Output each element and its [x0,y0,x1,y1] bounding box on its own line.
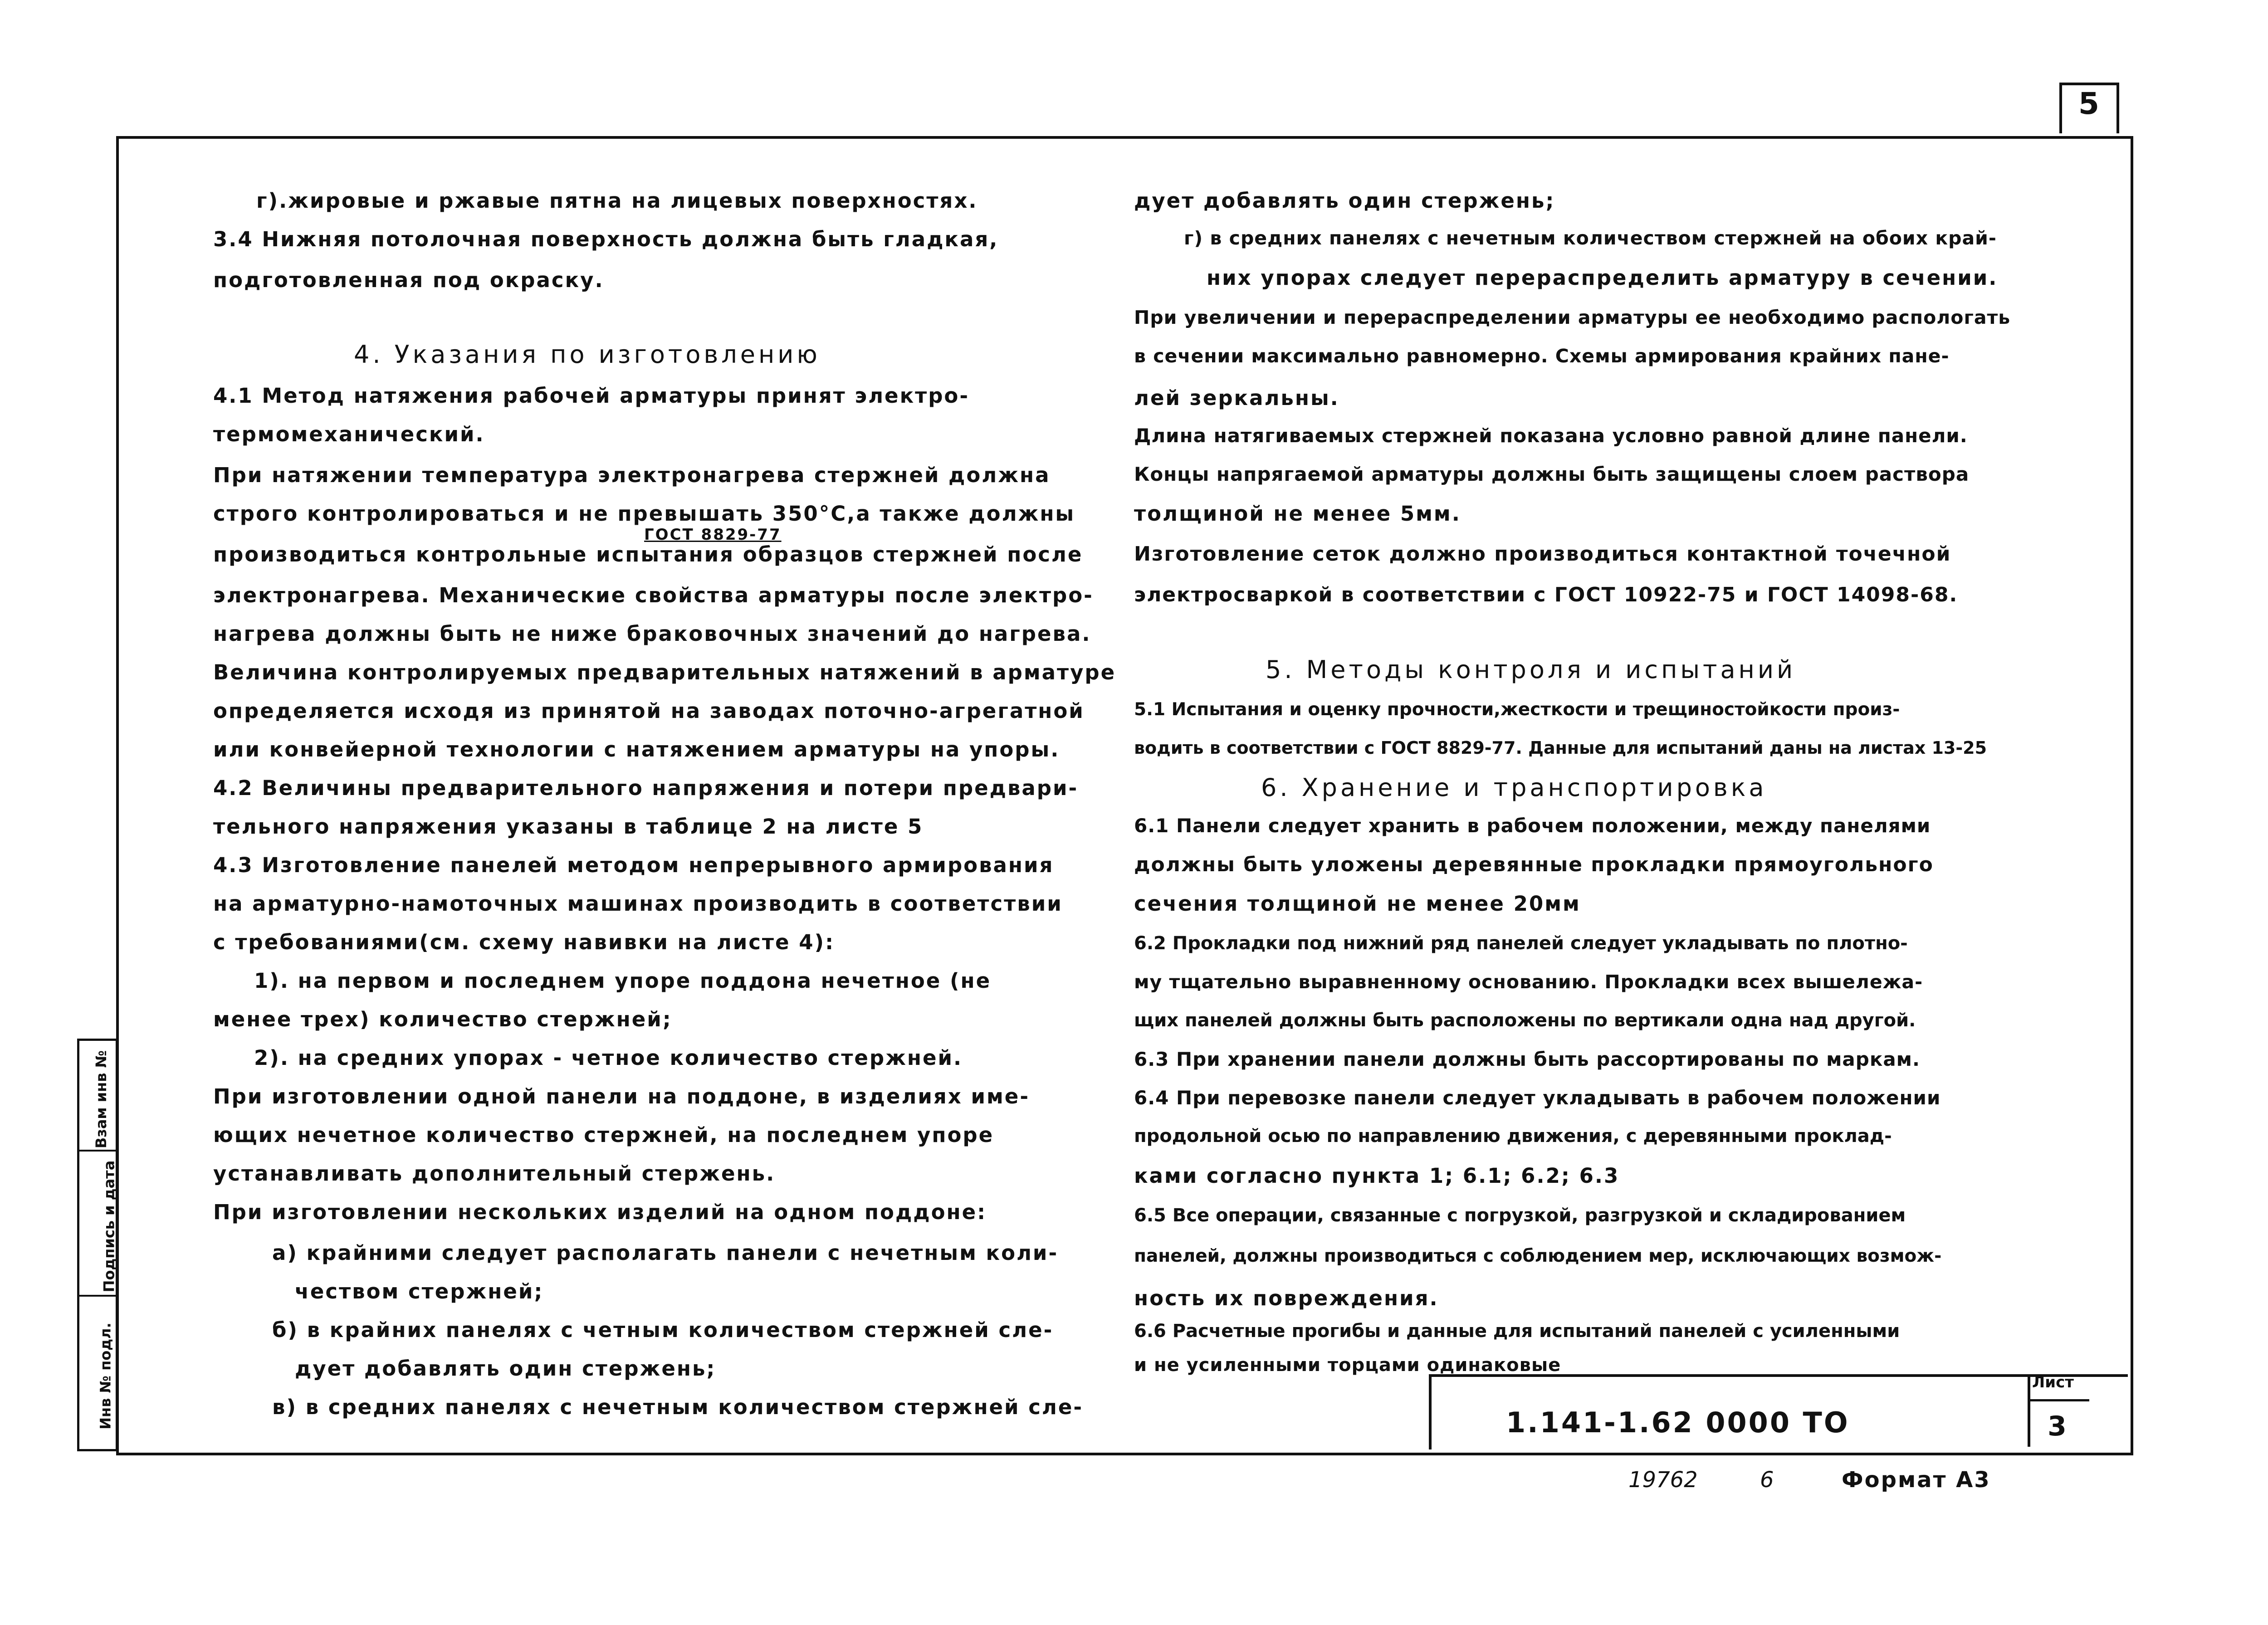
section-heading: 6. Хранение и транспортировка [1261,773,1767,802]
text-line: ность их повреждения. [1134,1286,1439,1310]
text-line: строго контролироваться и не превышать 350°С,а также должны [213,502,1075,526]
side-stamp [77,1039,118,1451]
side-stamp-label: Инв № подл. [97,1322,114,1430]
text-line: и не усиленными торцами одинаковые [1134,1355,1561,1376]
text-line: чеством стержней; [295,1279,544,1303]
text-line: При изготовлении одной панели на поддоне, в изделиях име- [213,1084,1030,1108]
text-line: Длина натягиваемых стержней показана условно равной длине панели. [1134,425,1968,447]
text-line: При увеличении и перераспределении арматуры ее необходимо распологать [1134,307,2011,328]
page-number: 5 [2078,86,2099,121]
text-line: в) в средних панелях с нечетным количеством стержней сле- [272,1395,1084,1419]
text-line: устанавливать дополнительный стержень. [213,1161,776,1186]
text-line: продольной осью по направлению движения, с деревянными проклад- [1134,1126,1892,1147]
text-line: менее трех) количество стержней; [213,1007,672,1031]
side-stamp-divider [79,1150,116,1152]
text-line: электросваркой в соответствии с ГОСТ 10922-75 и ГОСТ 14098-68. [1134,583,1958,606]
text-line: ющих нечетное количество стержней, на последнем упоре [213,1123,994,1147]
text-line: лей зеркальны. [1134,386,1339,410]
text-line: в сечении максимально равномерно. Схемы армирования крайних пане- [1134,345,1950,367]
text-line: 2). на средних упорах - четное количество стержней. [254,1046,963,1070]
side-stamp-label: Подпись и дата [100,1160,118,1293]
text-line: производиться контрольные испытания образцов стержней после [213,542,1083,566]
text-line: нагрева должны быть не ниже браковочных значений до нагрева. [213,622,1091,646]
sheet-number: 3 [2048,1410,2067,1442]
text-line: 6.2 Прокладки под нижний ряд панелей следует укладывать по плотно- [1134,933,1908,954]
text-line: дует добавлять один стержень; [1134,189,1555,213]
text-line: 6.3 При хранении панели должны быть рассортированы по маркам. [1134,1048,1920,1070]
text-line: сечения толщиной не менее 20мм [1134,892,1581,916]
text-line: б) в крайних панелях с четным количеством стержней сле- [272,1318,1054,1342]
text-line: толщиной не менее 5мм. [1134,502,1461,526]
text-line: дует добавлять один стержень; [295,1357,716,1381]
text-line: 6.4 При перевозке панели следует укладывать в рабочем положении [1134,1087,1941,1109]
footer-number: 19762 [1628,1467,1698,1493]
side-stamp-label: Взам инв № [93,1050,110,1149]
text-line: 6.1 Панели следует хранить в рабочем положении, между панелями [1134,815,1931,837]
text-line: подготовленная под окраску. [213,268,604,292]
text-line: щих панелей должны быть расположены по вертикали одна над другой. [1134,1010,1916,1031]
text-line: ками согласно пункта 1; 6.1; 6.2; 6.3 [1134,1164,1620,1188]
text-line: Концы напрягаемой арматуры должны быть защищены слоем раствора [1134,463,1970,485]
sheet-label: Лист [2032,1373,2074,1391]
text-line: панелей, должны производиться с соблюдением мер, исключающих возмож- [1134,1246,1942,1266]
document-code: 1.141-1.62 0000 ТО [1506,1406,1850,1439]
text-line: 1). на первом и последнем упоре поддона нечетное (не [254,969,992,993]
text-line: Величина контролируемых предварительных натяжений в арматуре [213,660,1116,684]
text-line: 4.2 Величины предварительного напряжения и потери предвари- [213,776,1079,800]
text-line: тельного напряжения указаны в таблице 2 на листе 5 [213,815,924,839]
text-line: на арматурно-намоточных машинах производить в соответствии [213,892,1063,916]
text-line: 4.3 Изготовление панелей методом непрерывного армирования [213,853,1054,877]
text-line: 5.1 Испытания и оценку прочности,жесткости и трещиностойкости произ- [1134,699,1900,720]
insert-note: ГОСТ 8829-77 [644,526,782,544]
section-heading: 4. Указания по изготовлению [354,340,821,369]
text-line: 3.4 Нижняя потолочная поверхность должна быть гладкая, [213,227,999,251]
text-line: му тщательно выравненному основанию. Прокладки всех вышележа- [1134,971,1923,993]
text-line: или конвейерной технологии с натяжением арматуры на упоры. [213,737,1060,761]
text-line: определяется исходя из принятой на заводах поточно-агрегатной [213,699,1085,723]
text-line: термомеханический. [213,422,485,446]
footer-copy: 6 [1760,1467,1774,1493]
text-line: них упорах следует перераспределить арматуру в сечении. [1207,266,1998,290]
text-line: Изготовление сеток должно производиться контактной точечной [1134,542,1951,566]
text-line: г).жировые и ржавые пятна на лицевых поверхностях. [256,189,978,213]
text-line: водить в соответствии с ГОСТ 8829-77. Данные для испытаний даны на листах 13-25 [1134,738,1987,758]
text-line: а) крайними следует располагать панели с нечетным коли- [272,1241,1059,1265]
text-line: г) в средних панелях с нечетным количеством стержней на обоих край- [1184,227,1997,249]
text-line: При изготовлении нескольких изделий на одном поддоне: [213,1200,987,1224]
section-heading: 5. Методы контроля и испытаний [1266,655,1796,684]
text-line: 6.6 Расчетные прогибы и данные для испытаний панелей с усиленными [1134,1321,1900,1342]
text-line: с требованиями(см. схему навивки на листе 4): [213,930,835,954]
text-line: При натяжении температура электронагрева стержней должна [213,463,1051,487]
text-line: должны быть уложены деревянные прокладки прямоугольного [1134,853,1934,876]
side-stamp-divider [79,1295,116,1297]
text-line: 4.1 Метод натяжения рабочей арматуры принят электро- [213,384,969,408]
text-line: электронагрева. Механические свойства арматуры после электро- [213,583,1094,607]
text-line: 6.5 Все операции, связанные с погрузкой, разгрузкой и складированием [1134,1205,1906,1226]
footer-format: Формат А3 [1842,1467,1991,1493]
